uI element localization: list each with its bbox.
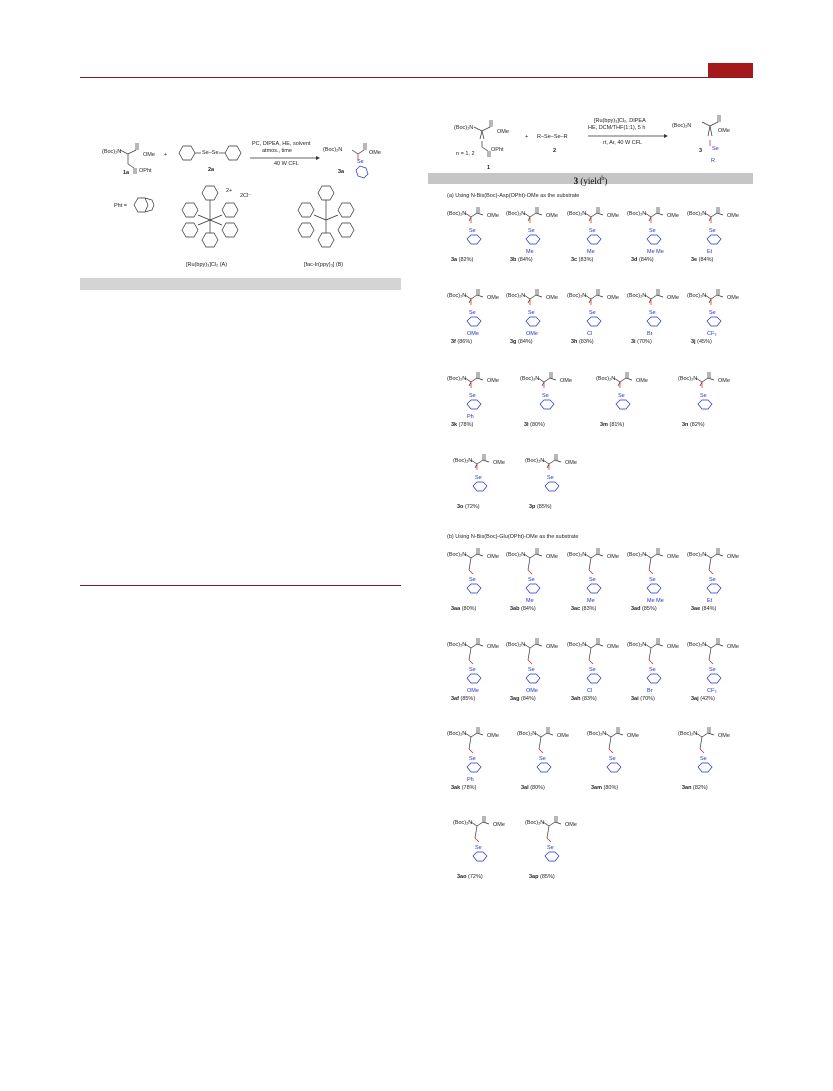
substituent: CF₃ — [707, 688, 717, 694]
phthalimide-structure — [130, 190, 160, 220]
se-atom: Se — [469, 756, 476, 762]
compound-label — [451, 339, 472, 345]
compound-id: 3j — [691, 339, 696, 345]
compound-yield: (85%) — [540, 874, 555, 880]
boc-group: (Boc)₂N — [447, 642, 467, 648]
plus-sign: + — [164, 152, 168, 158]
s2p-label: 3 — [699, 148, 703, 154]
substituent: OMe — [526, 688, 538, 694]
compound-id: 3ac — [571, 606, 581, 612]
se-atom: Se — [528, 667, 535, 673]
boc-group: (Boc)₂N — [447, 211, 467, 217]
ome-group: OMe — [557, 733, 569, 739]
se-atom: Se — [709, 228, 716, 234]
ru-charge: 2+ — [226, 188, 233, 194]
compound-id: 3ab — [510, 606, 520, 612]
ome-group: OMe — [718, 378, 730, 384]
boc-group: (Boc)₂N — [506, 552, 526, 558]
ome-group: OMe — [607, 644, 619, 650]
compound-label — [457, 874, 483, 880]
substituent: Me — [526, 249, 534, 255]
ru-label: [Ru(bpy)₃]Cl₂ (A) — [186, 262, 228, 268]
ome-group: OMe — [627, 733, 639, 739]
compound-label — [510, 339, 533, 345]
compound-3ak — [447, 725, 507, 805]
substituent: Cl — [587, 331, 593, 337]
boc-group: (Boc)₂N — [520, 376, 540, 382]
compound-yield: (70%) — [637, 339, 652, 345]
se-atom: Se — [609, 756, 616, 762]
se-atom: Se — [589, 228, 596, 234]
compound-yield: (82%) — [458, 257, 474, 263]
compound-id: 3m — [600, 422, 608, 428]
compound-yield: (80%) — [530, 422, 545, 428]
boc-group: (Boc)₂N — [506, 642, 526, 648]
compound-label — [682, 785, 708, 791]
compound-yield: (72%) — [464, 504, 480, 510]
section-a-heading: (a) Using N-Bis(Boc)-Asp(OPht)-OMe as the substrate — [447, 193, 580, 199]
ome-group: OMe — [727, 213, 739, 219]
compound-3n — [678, 370, 738, 450]
se-atom: Se — [469, 310, 476, 316]
compound-id: 3b — [510, 257, 517, 263]
compound-label — [510, 257, 533, 263]
band-title-number: 3 — [573, 176, 579, 186]
compound-yield: (83%) — [581, 606, 597, 612]
ome-group: OMe — [667, 554, 679, 560]
compound-yield: (83%) — [578, 257, 594, 263]
se-atom: Se — [618, 393, 625, 399]
boc-group: (Boc)₂N — [567, 293, 587, 299]
compound-yield: (86%) — [457, 339, 473, 345]
diselenide-se: Se–Se — [202, 150, 219, 156]
compound-label — [591, 785, 618, 791]
ir-ppy-complex-structure — [288, 185, 368, 255]
boc-group: (Boc)₂N — [687, 642, 707, 648]
se-atom: Se — [649, 667, 656, 673]
compound-3c — [567, 205, 627, 285]
compound-label — [571, 339, 594, 345]
s2p-ome: OMe — [718, 128, 730, 134]
substituent: Ph — [467, 414, 474, 420]
ome-group: OMe — [565, 822, 577, 828]
compound-3o — [453, 452, 513, 532]
compound-id: 3ag — [510, 696, 520, 702]
compound-yield: (42%) — [700, 696, 715, 702]
compound-label — [691, 257, 713, 263]
compound-3ae — [687, 546, 747, 626]
ome-group: OMe — [493, 822, 505, 828]
s2-reagent: R–Se–Se–R — [537, 134, 568, 140]
compound-id: 3am — [591, 785, 603, 791]
compound-label — [631, 606, 657, 612]
compound-label — [571, 696, 597, 702]
s2p-boc: (Boc)₂N — [672, 123, 692, 129]
se-atom: Se — [547, 845, 554, 851]
compound-id: 3f — [451, 339, 456, 345]
compound-3e — [687, 205, 747, 285]
compound-id: 3p — [529, 504, 536, 510]
ome-group: OMe — [546, 213, 558, 219]
compound-label — [691, 606, 716, 612]
r2-label: 2a — [208, 167, 215, 173]
ome-group: OMe — [718, 733, 730, 739]
compound-3ah — [567, 636, 627, 716]
substituent: Et — [707, 249, 713, 255]
compound-3f — [447, 287, 507, 367]
se-atom: Se — [469, 393, 476, 399]
se-atom: Se — [475, 845, 482, 851]
s2-n-label: n = 1, 2 — [456, 151, 475, 157]
se-atom: Se — [469, 228, 476, 234]
band-title-text: (yield — [578, 176, 602, 186]
compound-3h — [567, 287, 627, 367]
ir-label: [fac-Ir(ppy)₃] (B) — [304, 262, 344, 268]
compound-yield: (84%) — [517, 257, 533, 263]
p1-label: 3a — [338, 169, 345, 175]
compound-label — [571, 606, 596, 612]
ome-group: OMe — [727, 295, 739, 301]
compound-3a — [447, 205, 507, 285]
compound-label — [691, 696, 715, 702]
compound-3an — [678, 725, 738, 805]
substituent: Me Me — [647, 598, 664, 604]
compound-3ab — [506, 546, 566, 626]
compound-id: 3ai — [631, 696, 639, 702]
page-tab-marker — [708, 63, 753, 77]
se-atom: Se — [542, 393, 549, 399]
conditions-3: 40 W CFL — [274, 161, 299, 167]
substituent: Me — [587, 598, 595, 604]
compound-3ap — [525, 814, 585, 894]
s2-boc: (Boc)₂N — [454, 125, 474, 131]
boc-group: (Boc)₂N — [627, 211, 647, 217]
substituent: Cl — [587, 688, 593, 694]
compound-id: 3ad — [631, 606, 641, 612]
compound-3al — [517, 725, 577, 805]
ome-group: OMe — [487, 644, 499, 650]
compound-yield: (84%) — [638, 257, 654, 263]
substituent: Br — [647, 331, 653, 337]
boc-group: (Boc)₂N — [447, 293, 467, 299]
se-atom: Se — [649, 310, 656, 316]
ome-group: OMe — [667, 295, 679, 301]
results-band-title — [428, 174, 753, 186]
substituent: CF₃ — [707, 331, 717, 337]
r1-ome: OMe — [143, 152, 155, 158]
compound-yield: (72%) — [468, 874, 483, 880]
se-atom: Se — [589, 310, 596, 316]
conditions-1: PC, DIPEA, HE, solvent — [252, 141, 311, 147]
compound-yield: (70%) — [640, 696, 655, 702]
ome-group: OMe — [487, 554, 499, 560]
compound-3m — [596, 370, 656, 450]
compound-3ag — [506, 636, 566, 716]
compound-id: 3d — [631, 257, 638, 263]
boc-group: (Boc)₂N — [567, 642, 587, 648]
compound-label — [529, 874, 555, 880]
compound-yield: (84%) — [698, 257, 714, 263]
ome-group: OMe — [487, 378, 499, 384]
boc-group: (Boc)₂N — [567, 552, 587, 558]
se-atom: Se — [475, 475, 482, 481]
boc-group: (Boc)₂N — [587, 731, 607, 737]
compound-id: 3h — [571, 339, 578, 345]
ome-group: OMe — [560, 378, 572, 384]
se-atom: Se — [709, 310, 716, 316]
se-atom: Se — [547, 475, 554, 481]
compound-yield: (83%) — [582, 696, 597, 702]
compound-label — [524, 422, 545, 428]
compound-label — [529, 504, 552, 510]
boc-group: (Boc)₂N — [506, 211, 526, 217]
compound-yield: (84%) — [521, 696, 536, 702]
se-atom: Se — [528, 577, 535, 583]
compound-id: 3a — [451, 257, 458, 263]
se-atom: Se — [700, 393, 707, 399]
se-atom: Se — [709, 667, 716, 673]
ome-group: OMe — [493, 460, 505, 466]
r1-boc: (Boc)₂N — [102, 149, 122, 155]
compound-3ac — [567, 546, 627, 626]
general-substrate-structure — [452, 115, 522, 165]
se-atom: Se — [539, 756, 546, 762]
product-3a-structure — [330, 138, 380, 188]
compound-label — [451, 422, 473, 428]
substituent: Me — [587, 249, 595, 255]
compound-3i — [627, 287, 687, 367]
compound-3ai — [627, 636, 687, 716]
boc-group: (Boc)₂N — [627, 552, 647, 558]
se-atom: Se — [709, 577, 716, 583]
se-atom: Se — [528, 228, 535, 234]
substituent: OMe — [467, 331, 479, 337]
compound-yield: (80%) — [530, 785, 545, 791]
general-product-structure — [680, 110, 740, 170]
compound-label — [631, 339, 652, 345]
compound-3j — [687, 287, 747, 367]
boc-group: (Boc)₂N — [525, 820, 545, 826]
substituent: OMe — [526, 331, 538, 337]
se-atom: Se — [589, 577, 596, 583]
compound-3ao — [453, 814, 513, 894]
compound-id: 3an — [682, 785, 692, 791]
se-atom: Se — [649, 228, 656, 234]
boc-group: (Boc)₂N — [687, 552, 707, 558]
compound-yield: (80%) — [461, 606, 477, 612]
compound-label — [571, 257, 593, 263]
table-header-band — [80, 278, 401, 290]
substituent: Me — [526, 598, 534, 604]
boc-group: (Boc)₂N — [506, 293, 526, 299]
s2-conditions-1: [Ru(bpy)₃]Cl₂, DIPEA — [594, 118, 646, 124]
band-title-close: ) — [604, 176, 608, 186]
compound-yield: (78%) — [461, 785, 477, 791]
r1-opht: OPht — [139, 168, 152, 174]
compound-id: 3ao — [457, 874, 467, 880]
ome-group: OMe — [487, 213, 499, 219]
ome-group: OMe — [546, 644, 558, 650]
compound-yield: (78%) — [458, 422, 474, 428]
conditions-2: atmos., time — [262, 148, 292, 154]
section-b-heading: (b) Using N-Bis(Boc)-Glu(OPht)-OMe as the substrate — [447, 534, 579, 540]
compound-3l — [520, 370, 580, 450]
compound-yield: (83%) — [578, 339, 594, 345]
compound-yield: (84%) — [521, 606, 536, 612]
boc-group: (Boc)₂N — [627, 642, 647, 648]
compound-yield: (80%) — [603, 785, 619, 791]
substituent: Me Me — [647, 249, 664, 255]
boc-group: (Boc)₂N — [447, 731, 467, 737]
compound-id: 3k — [451, 422, 458, 428]
compound-yield: (82%) — [693, 785, 708, 791]
p1-ome: OMe — [369, 150, 381, 156]
compound-yield: (84%) — [701, 606, 717, 612]
se-atom: Se — [469, 667, 476, 673]
compound-yield: (85%) — [536, 504, 552, 510]
compound-label — [600, 422, 624, 428]
compound-yield: (82%) — [689, 422, 705, 428]
header-rule — [80, 77, 753, 78]
compound-id: 3g — [510, 339, 517, 345]
se-atom: Se — [528, 310, 535, 316]
ome-group: OMe — [727, 644, 739, 650]
substituent: OMe — [467, 688, 479, 694]
boc-group: (Boc)₂N — [678, 731, 698, 737]
compound-yield: (45%) — [697, 339, 712, 345]
pht-label: Pht = — [114, 203, 127, 209]
compound-yield: (84%) — [517, 339, 533, 345]
compound-label — [451, 785, 476, 791]
section-rule — [80, 585, 401, 586]
s2-conditions-3: rt, Ar, 40 W CFL — [603, 140, 643, 146]
compound-label — [451, 696, 475, 702]
compound-id: 3ae — [691, 606, 701, 612]
boc-group: (Boc)₂N — [447, 552, 467, 558]
substituent: Ph — [467, 777, 474, 783]
compound-id: 3aa — [451, 606, 461, 612]
s2-conditions-2: HE, DCM/THF(1:1), 5 h — [588, 125, 646, 131]
compound-label — [691, 339, 712, 345]
ome-group: OMe — [607, 295, 619, 301]
compound-yield: (85%) — [642, 606, 657, 612]
boc-group: (Boc)₂N — [517, 731, 537, 737]
se-atom: Se — [589, 667, 596, 673]
compound-label — [451, 257, 473, 263]
ome-group: OMe — [607, 554, 619, 560]
compound-id: 3aj — [691, 696, 699, 702]
boc-group: (Boc)₂N — [596, 376, 616, 382]
compound-yield: (85%) — [460, 696, 476, 702]
ome-group: OMe — [565, 460, 577, 466]
ome-group: OMe — [607, 213, 619, 219]
compound-label — [457, 504, 480, 510]
compound-3g — [506, 287, 566, 367]
s2-ome: OMe — [497, 129, 509, 135]
compound-id: 3ap — [529, 874, 539, 880]
se-atom: Se — [469, 577, 476, 583]
compound-3p — [525, 452, 585, 532]
s2-plus: + — [525, 134, 529, 140]
substituent: Et — [707, 598, 713, 604]
se-atom: Se — [649, 577, 656, 583]
compound-3ad — [627, 546, 687, 626]
boc-group: (Boc)₂N — [678, 376, 698, 382]
boc-group: (Boc)₂N — [453, 458, 473, 464]
ome-group: OMe — [487, 295, 499, 301]
band-title-sup: b — [601, 176, 605, 182]
substituent: Br — [647, 688, 653, 694]
s2p-r: R — [711, 158, 715, 164]
boc-group: (Boc)₂N — [453, 820, 473, 826]
compound-label — [631, 257, 654, 263]
p1-boc: (Boc)₂N — [323, 147, 343, 153]
p1-se: Se — [357, 159, 364, 165]
compound-id: 3i — [631, 339, 636, 345]
boc-group: (Boc)₂N — [627, 293, 647, 299]
compound-label — [510, 696, 536, 702]
boc-group: (Boc)₂N — [687, 293, 707, 299]
compound-id: 3af — [451, 696, 459, 702]
ome-group: OMe — [727, 554, 739, 560]
compound-label — [631, 696, 655, 702]
ru-counterion: 2Cl⁻ — [240, 193, 252, 199]
boc-group: (Boc)₂N — [567, 211, 587, 217]
compound-id: 3n — [682, 422, 689, 428]
compound-label — [521, 785, 545, 791]
boc-group: (Boc)₂N — [687, 211, 707, 217]
compound-label — [510, 606, 536, 612]
compound-id: 3c — [571, 257, 578, 263]
ome-group: OMe — [546, 295, 558, 301]
compound-3b — [506, 205, 566, 285]
compound-id: 3ak — [451, 785, 461, 791]
se-atom: Se — [700, 756, 707, 762]
compound-label — [451, 606, 476, 612]
reaction-arrow-2 — [588, 133, 668, 139]
ome-group: OMe — [667, 644, 679, 650]
compound-3k — [447, 370, 507, 450]
compound-id: 3l — [524, 422, 529, 428]
compound-3aa — [447, 546, 507, 626]
compound-3aj — [687, 636, 747, 716]
compound-3af — [447, 636, 507, 716]
boc-group: (Boc)₂N — [447, 376, 467, 382]
ome-group: OMe — [667, 213, 679, 219]
compound-id: 3ah — [571, 696, 581, 702]
compound-3d — [627, 205, 687, 285]
boc-group: (Boc)₂N — [525, 458, 545, 464]
ome-group: OMe — [487, 733, 499, 739]
s2-opht: OPht — [491, 147, 504, 153]
s2-label-2: 2 — [553, 148, 557, 154]
compound-3am — [587, 725, 647, 805]
ome-group: OMe — [636, 378, 648, 384]
compound-label — [682, 422, 705, 428]
r1-label: 1a — [123, 170, 130, 176]
compound-id: 3o — [457, 504, 464, 510]
ome-group: OMe — [546, 554, 558, 560]
s2p-se: Se — [712, 146, 719, 152]
compound-id: 3e — [691, 257, 698, 263]
compound-id: 3al — [521, 785, 529, 791]
compound-yield: (81%) — [609, 422, 625, 428]
s2-label-1: 1 — [487, 165, 491, 171]
